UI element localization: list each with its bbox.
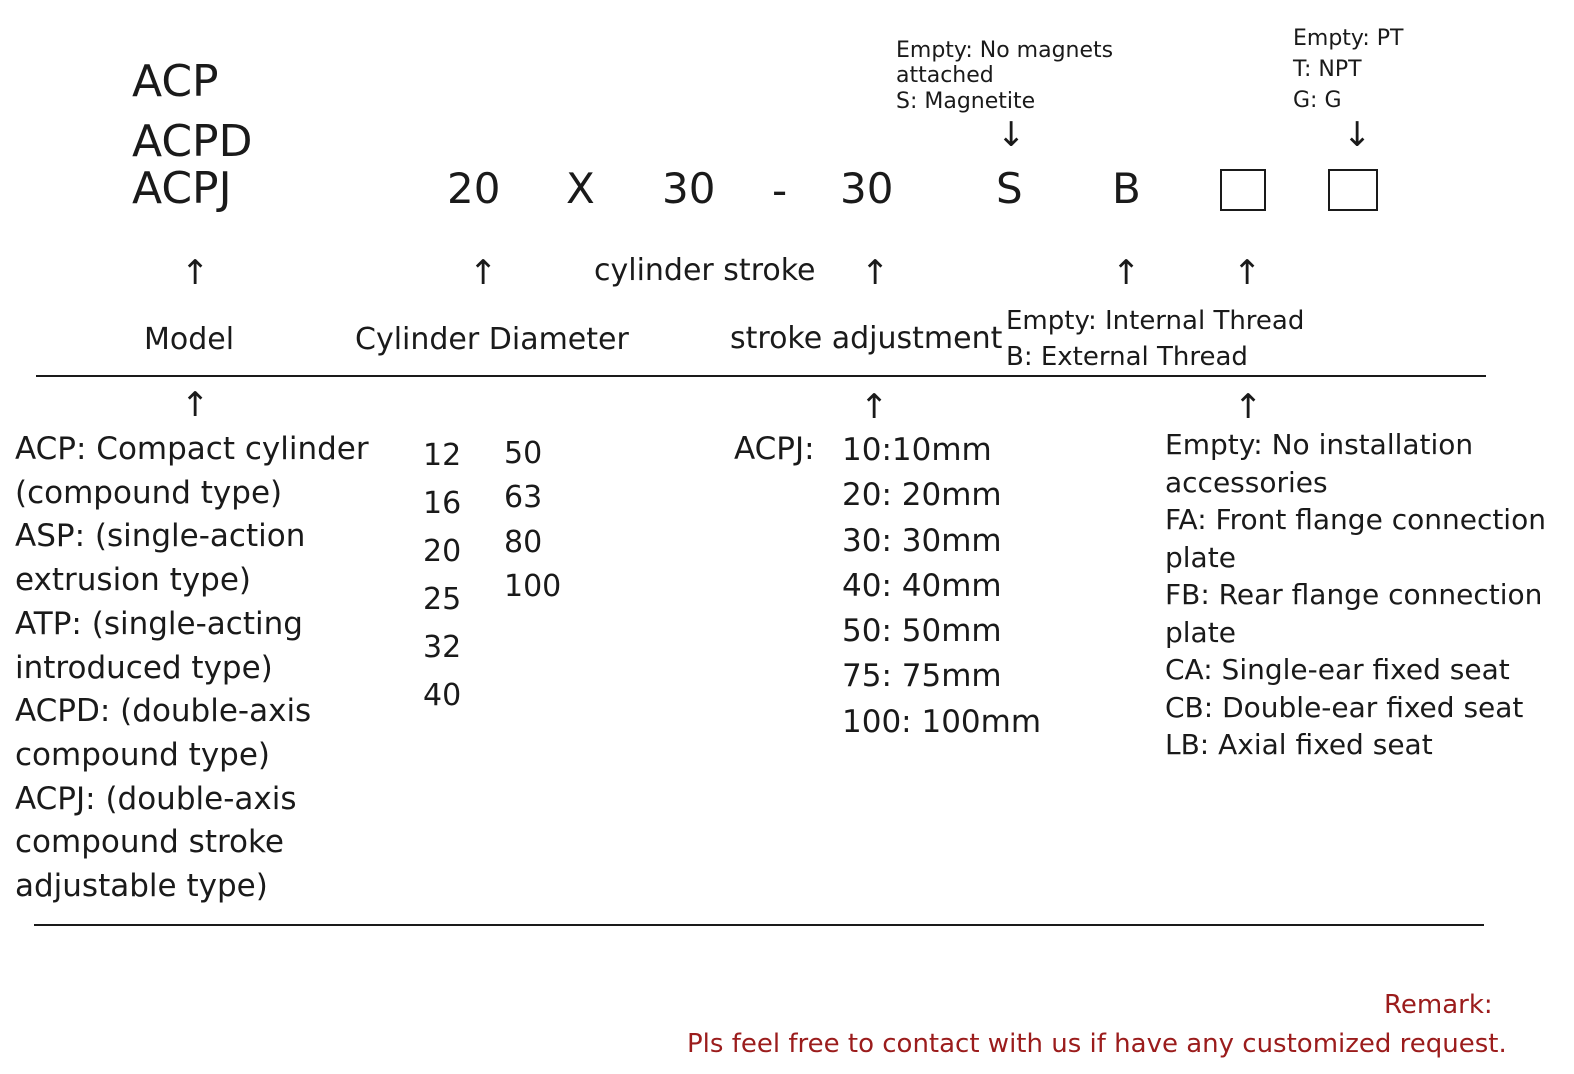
model-descriptions	[15, 428, 369, 909]
magnet-note	[896, 38, 1113, 114]
model-desc-line: introduced type)	[15, 649, 273, 686]
diameter-value: 40	[423, 678, 462, 713]
cylinder-diameter-label: Cylinder Diameter	[355, 322, 629, 357]
down-arrow-icon: ↓	[997, 115, 1026, 155]
model-desc-line: compound stroke	[15, 824, 284, 861]
model-desc-line: extrusion type)	[15, 562, 251, 599]
up-arrow-icon: ↑	[181, 253, 210, 293]
port-note-line: Empty: PT	[1293, 26, 1404, 51]
stroke-adjustment-label: stroke adjustment	[730, 321, 1003, 356]
model-acpj: ACPJ	[132, 163, 232, 214]
port-note-line: G: G	[1293, 87, 1342, 113]
accessory-code-box	[1220, 169, 1266, 211]
model-desc-line: ACPJ: (double-axis	[15, 780, 297, 817]
up-arrow-icon: ↑	[861, 253, 890, 293]
code-diameter: 20	[447, 164, 501, 213]
port-note	[1293, 24, 1403, 116]
diameter-value: 63	[504, 480, 543, 516]
stroke-adjust-item: 10:10mm	[842, 432, 992, 468]
stroke-adjust-item: 100: 100mm	[842, 703, 1042, 740]
model-acp: ACP	[132, 56, 219, 107]
accessory-line: FA: Front flange connection	[1165, 503, 1546, 537]
stroke-adjust-list	[842, 428, 1041, 745]
accessory-line: FB: Rear flange connection	[1165, 578, 1543, 612]
up-arrow-icon: ↑	[1234, 387, 1263, 427]
code-stroke: 30	[662, 164, 716, 213]
port-note-line: T: NPT	[1293, 56, 1362, 82]
thread-label-line: Empty: Internal Thread	[1006, 306, 1305, 336]
diameter-value: 100	[504, 569, 562, 605]
diameter-value: 12	[423, 438, 462, 473]
up-arrow-icon: ↑	[860, 387, 889, 427]
diameter-value: 80	[504, 524, 543, 560]
accessory-line: plate	[1165, 615, 1236, 649]
accessory-line: accessories	[1165, 465, 1328, 499]
diameter-value: 20	[423, 534, 462, 569]
accessory-line: plate	[1165, 540, 1236, 574]
magnet-note-line: attached	[896, 63, 994, 89]
code-thread: B	[1112, 164, 1141, 213]
cylinder-stroke-label: cylinder stroke	[594, 253, 816, 288]
divider-bottom	[34, 924, 1484, 926]
model-desc-line: ATP: (single-acting	[15, 605, 303, 642]
diameter-value: 25	[423, 582, 462, 617]
magnet-note-line: S: Magnetite	[896, 88, 1036, 114]
port-code-box	[1328, 169, 1378, 211]
diameter-value: 16	[423, 486, 462, 521]
diameter-value: 32	[423, 630, 462, 665]
code-adjust: 30	[840, 164, 894, 213]
up-arrow-icon: ↑	[181, 385, 210, 425]
down-arrow-icon: ↓	[1343, 115, 1372, 155]
stroke-adjust-item: 75: 75mm	[842, 658, 1002, 695]
thread-label-line: B: External Thread	[1006, 341, 1248, 372]
model-desc-line: compound type)	[15, 736, 271, 773]
diameter-list-2	[504, 432, 561, 610]
magnet-note-line: Empty: No magnets	[896, 38, 1114, 63]
diameter-value: 50	[504, 436, 543, 471]
accessory-line: CA: Single-ear fixed seat	[1165, 653, 1510, 687]
stroke-adjust-item: 30: 30mm	[842, 522, 1002, 559]
model-label: Model	[144, 322, 235, 357]
model-desc-line: ACP: Compact cylinder	[15, 431, 369, 467]
up-arrow-icon: ↑	[1112, 253, 1141, 293]
accessory-line: Empty: No installation	[1165, 428, 1474, 461]
stroke-adjust-item: 20: 20mm	[842, 477, 1002, 514]
model-desc-line: (compound type)	[15, 474, 283, 511]
code-x: X	[566, 164, 595, 213]
remark-text: Pls feel free to contact with us if have any customized request.	[687, 1029, 1507, 1059]
code-dash: -	[772, 166, 788, 215]
divider-top	[36, 375, 1486, 377]
accessory-list	[1165, 426, 1546, 764]
remark-title: Remark:	[1384, 990, 1493, 1020]
thread-label	[1006, 304, 1304, 376]
model-desc-line: ASP: (single-action	[15, 518, 306, 555]
model-acpd: ACPD	[132, 116, 253, 167]
diameter-list-1	[423, 432, 461, 720]
code-magnet: S	[996, 164, 1023, 213]
up-arrow-icon: ↑	[469, 253, 498, 293]
up-arrow-icon: ↑	[1233, 253, 1262, 293]
stroke-adjust-item: 50: 50mm	[842, 613, 1002, 649]
accessory-line: CB: Double-ear fixed seat	[1165, 690, 1524, 724]
model-desc-line: adjustable type)	[15, 868, 268, 905]
stroke-adjust-item: 40: 40mm	[842, 567, 1002, 604]
stroke-adjust-prefix: ACPJ:	[734, 431, 815, 467]
accessory-line: LB: Axial fixed seat	[1165, 728, 1433, 762]
model-desc-line: ACPD: (double-axis	[15, 693, 312, 730]
